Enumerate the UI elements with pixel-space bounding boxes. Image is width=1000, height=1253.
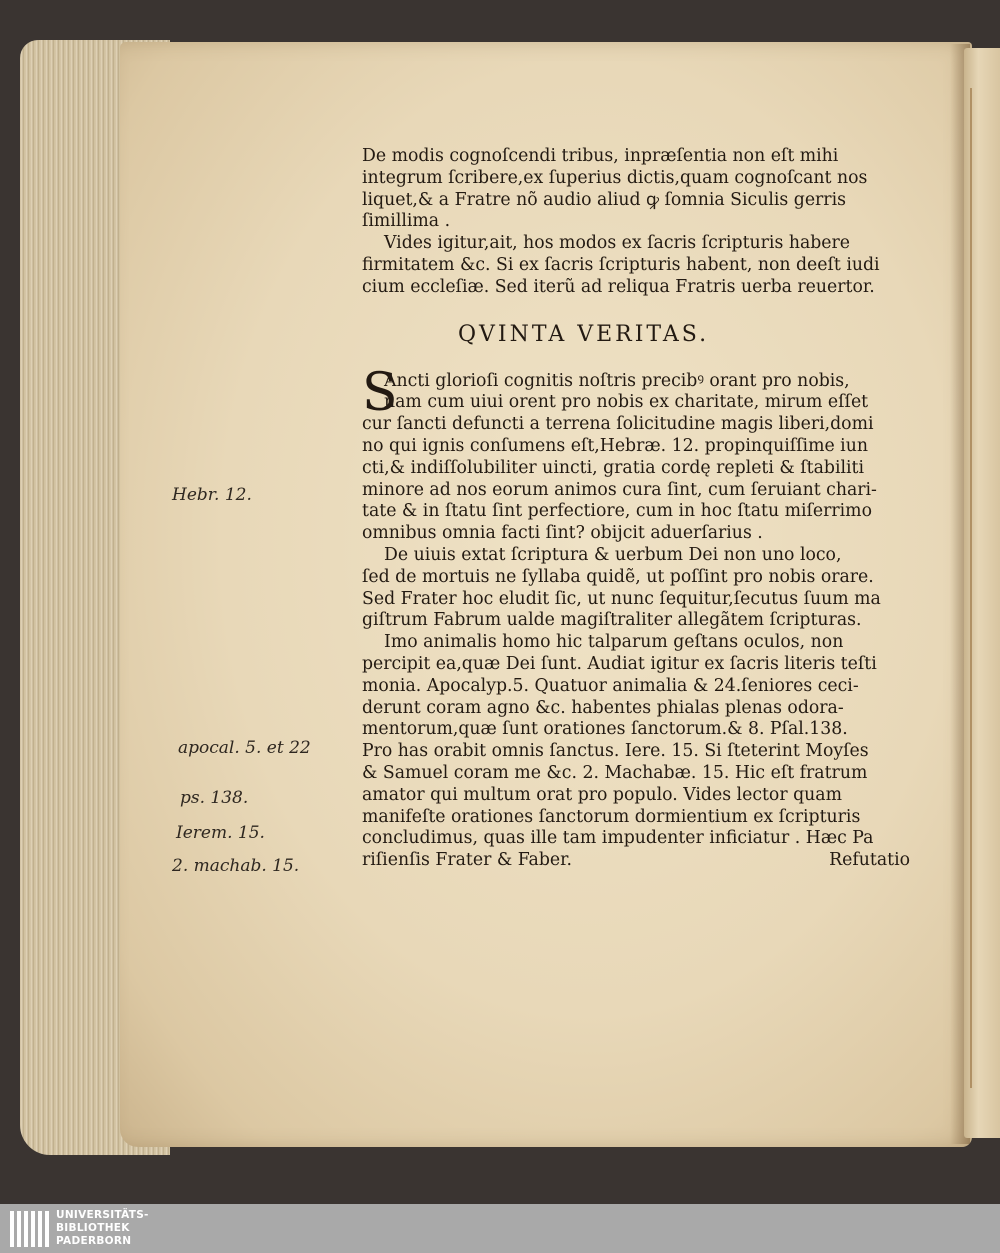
text-line: nam cum uiui orent pro nobis ex charitate, mirum eſſet [384,392,869,413]
margin-note-apocal: apocal. 5. et 22 [178,738,311,758]
text-line: minore ad nos eorum animos cura ſint, cum ſeruiant chari- [362,479,877,500]
text-line: firmitatem &c. Si ex ſacris ſcripturis habent, non deeſt iudi [362,254,880,275]
text-line: derunt coram agno &c. habentes phialas plenas odora- [362,697,844,718]
library-logo-icon [8,1207,52,1251]
text-line: riſienſis Frater & Faber. [362,850,572,871]
margin-note-machab: 2. machab. 15. [172,856,300,876]
margin-note-hebr: Hebr. 12. [172,485,252,505]
text-line: De uiuis extat ſcriptura & uerbum Dei non uno loco, [384,544,842,565]
facing-page-edge [964,48,1000,1138]
text-line: De modis cognoſcendi tribus, inpræſentia non eſt mihi [362,146,839,166]
margin-note-ps: ps. 138. [180,788,249,808]
text-line: giſtrum Fabrum ualde magiſtraliter allegãtem ſcripturas. [362,610,862,631]
section-heading: QVINTA VERITAS. [458,321,710,347]
text-line: manifeſte orationes ſanctorum dormientium ex ſcripturis [362,806,861,827]
text-line: integrum ſcribere,ex ſuperius dictis,quam cognoſcant nos [362,167,868,188]
text-line: tate & in ſtatu ſint perfectiore, cum in hoc ſtatu miſerrimo [362,501,872,522]
text-line: & Samuel coram me &c. 2. Machabæ. 15. Hic eſt fratrum [362,762,868,783]
text-line: cium eccleſiæ. Sed iterũ ad reliqua Fratris uerba reuertor. [362,276,875,297]
text-line: Vides igitur,ait, hos modos ex ſacris ſcripturis habere [384,233,851,254]
text-line: monia. Apocalyp.5. Quatuor animalia & 24.ſeniores ceci- [362,675,859,696]
logo-line: PADERBORN [56,1235,132,1247]
margin-note-ierem: Ierem. 15. [176,823,265,843]
drop-cap-letter: S [362,362,398,423]
printed-text-block [362,146,910,872]
text-line: liquet,& a Fratre nõ audio aliud ꝙ ſomnia Siculis gerris [362,189,846,210]
catchword: Refutatio [829,850,910,871]
paragraph-5 [362,632,910,872]
logo-line: BIBLIOTHEK [56,1222,130,1234]
text-line: ſimillima . [362,211,451,232]
text-line: cur ſancti defuncti a terrena ſolicitudine magis liberi,domi [362,414,874,435]
library-logo-text [56,1209,149,1248]
text-line: concludimus, quas ille tam impudenter inficiatur . Hæc Pa [362,828,874,849]
text-line: cti,& indiſſolubiliter uincti, gratia cordę repleti & ſtabiliti [362,457,865,478]
text-line: no qui ignis conſumens eſt,Hebræ. 12. propinquiſſime iun [362,435,868,456]
text-line: ſed de mortuis ne ſyllaba quidẽ, ut poſſint pro nobis orare. [362,566,874,587]
paragraph-1 [362,146,910,233]
last-text-line [362,850,910,872]
text-line: amator qui multum orat pro populo. Vides lector quam [362,784,842,805]
paragraph-2 [362,233,910,298]
text-line: omnibus omnia facti ſint? obijcit aduerſarius . [362,523,763,544]
footer-bar [0,1204,1000,1253]
text-line: Sed Frater hoc eludit ſic, ut nunc ſequitur,ſecutus ſuum ma [362,588,881,609]
paragraph-3 [362,362,910,545]
text-line: Ancti glorioſi cognitis noſtris precibꝰ orant pro nobis, [384,370,850,391]
paragraph-4 [362,545,910,632]
text-line: Pro has orabit omnis ſanctus. Iere. 15. Si ſteterint Moyſes [362,741,869,762]
logo-line: UNIVERSITÄTS- [56,1209,149,1221]
text-line: Imo animalis homo hic talparum geſtans oculos, non [384,632,844,653]
text-line: mentorum,quæ ſunt orationes ſanctorum.& 8. Pſal.138. [362,719,848,740]
text-line: percipit ea,quæ Dei ſunt. Audiat igitur ex ſacris literis teſti [362,653,877,674]
